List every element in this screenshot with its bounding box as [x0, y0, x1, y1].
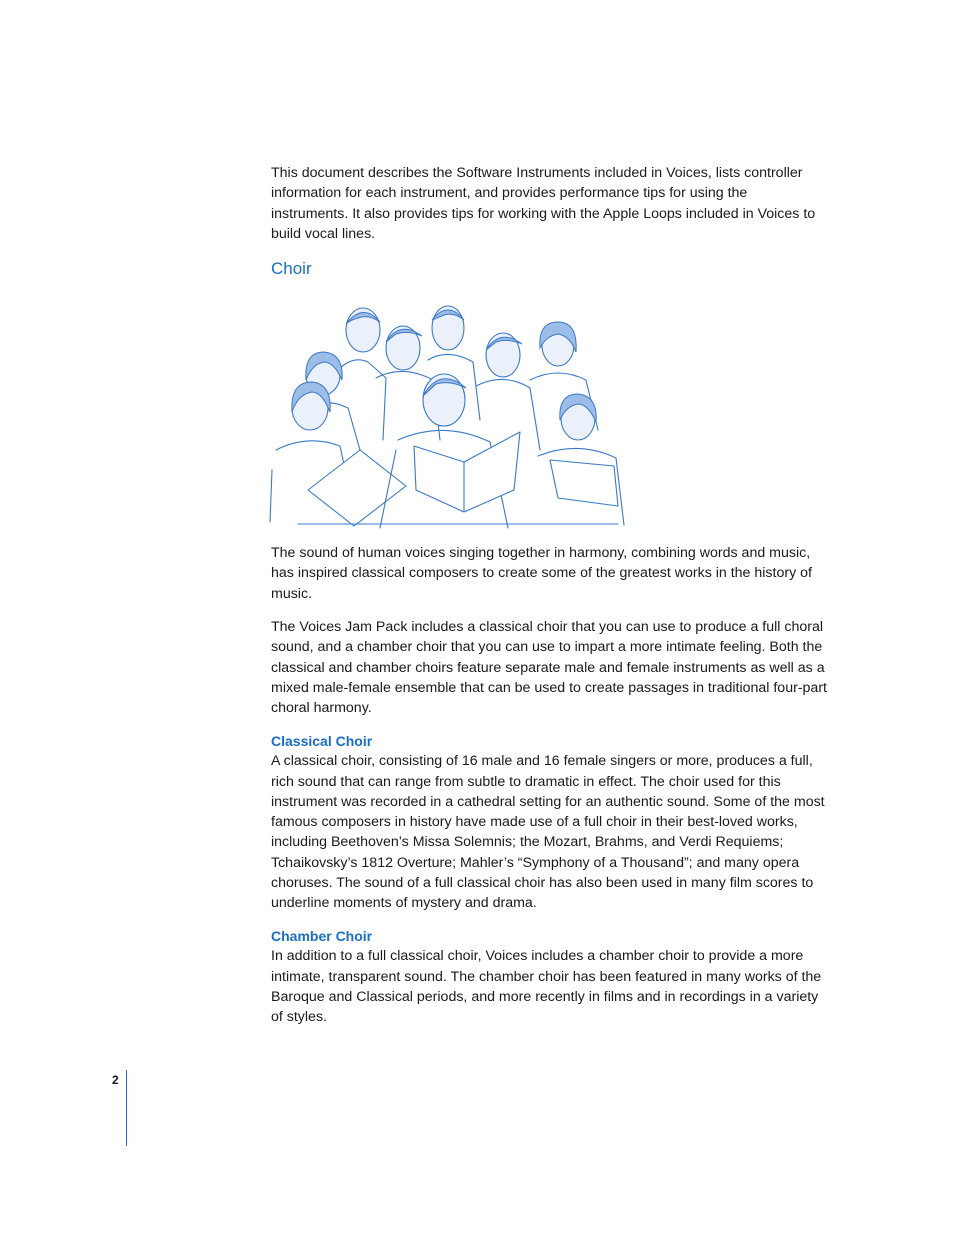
- chamber-choir-text: In addition to a full classical choir, Voices includes a chamber choir to provide a more intimate, transparent sound. The chamber choir has been featured in many works of the Baroque and Classical periods, and more recently in films and in recordings in a variety of styles.: [271, 948, 822, 1026]
- choir-paragraph-2-wrap: [271, 617, 827, 718]
- singer-front-right: [538, 394, 624, 525]
- intro-paragraph: This document describes the Software Instruments included in Voices, lists controller information for each instrument, and provides performance tips for using the instruments. It also provides tips for working with the Apple Loops included in Voices to build vocal lines.: [271, 165, 816, 242]
- classical-choir-heading: Classical Choir: [271, 733, 373, 749]
- margin-rule: [126, 1070, 127, 1146]
- choir-section-heading-wrap: [271, 259, 827, 279]
- classical-choir-section: [271, 731, 827, 914]
- chamber-choir-heading: Chamber Choir: [271, 928, 373, 944]
- choir-heading: Choir: [271, 259, 312, 278]
- singer-front-left: [270, 382, 406, 526]
- intro-section: [271, 163, 827, 244]
- singer-back-1: [338, 308, 386, 440]
- choir-illustration: [268, 300, 630, 530]
- singer-middle-3: [476, 333, 540, 450]
- choir-paragraph-1-wrap: [271, 543, 827, 604]
- page-number: 2: [112, 1073, 119, 1087]
- choir-paragraph-2: The Voices Jam Pack includes a classical choir that you can use to produce a full choral sound, and a chamber choir that you can use to impart a more intimate feeling. Both the classical and chamber choirs feature separate male and female instruments as well as a mixed male-female ensemble that can be used to create passages in traditional four-part choral harmony.: [271, 619, 827, 717]
- choir-paragraph-1: The sound of human voices singing together in harmony, combining words and music, has inspired classical composers to create some of the greatest works in the history of music.: [271, 545, 812, 602]
- singer-front-center: [380, 374, 520, 528]
- classical-choir-text: A classical choir, consisting of 16 male and 16 female singers or more, produces a full, rich sound that can range from subtle to dramatic in effect. The choir used for this instrument was recorded in a cathedral setting for an authentic sound. Some of the most famous composers in history have made use of a full choir in their best-loved works, including Beethoven’s Missa Solemnis; the Mozart, Brahms, and Verdi Requiems; Tchaikovsky’s 1812 Overture; Mahler’s “Symphony of a Thousand”; and many opera choruses. The sound of a full classical choir has also been used in many film scores to underline moments of mystery and drama.: [271, 753, 825, 912]
- chamber-choir-section: [271, 926, 827, 1027]
